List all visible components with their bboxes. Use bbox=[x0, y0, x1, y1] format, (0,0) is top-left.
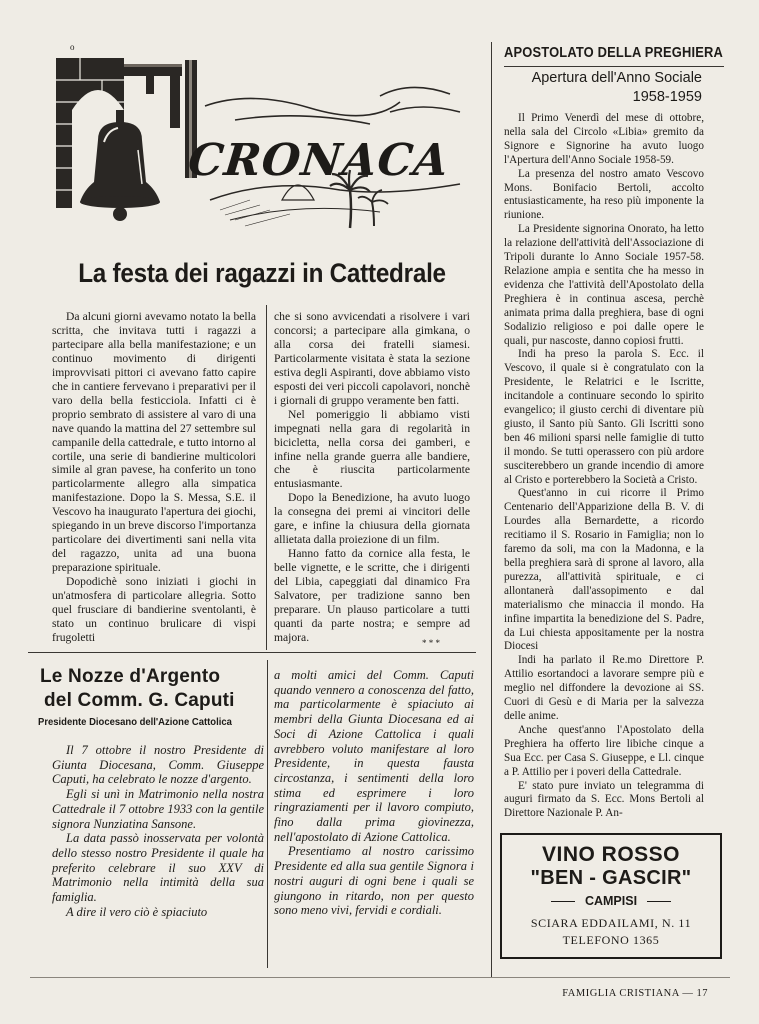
paragraph: La presenza del nostro amato Vescovo Mons. Bonifacio Bertoli, accolto entusiasticamente, ha reso più imponente la riunione. bbox=[504, 167, 704, 222]
main-article-col1 bbox=[52, 310, 256, 645]
paragraph: Anche quest'anno l'Apostolato della Preghiera ha offerto lire libiche cinque a Sua Ecc. per Casa S. Giuseppe, e Ll. cinque a P. Attilio per i poveri della Cattedrale. bbox=[504, 723, 704, 778]
nozze-subtitle: Presidente Diocesano dell'Azione Cattolica bbox=[38, 717, 232, 728]
paragraph: La data passò inosservata per volontà dello stesso nostro Presidente il quale ha preferito celebrare il suo XXV di Matrimonio nella intimità della sua famiglia. bbox=[52, 831, 264, 905]
paragraph: E' stato pure inviato un telegramma di auguri firmato da S. Ecc. Mons Bertoli al Direttore Nazionale P. An- bbox=[504, 779, 704, 820]
page-corner-mark: o bbox=[70, 42, 75, 52]
nozze-title-line1: Le Nozze d'Argento bbox=[40, 666, 221, 687]
apostolato-header: APOSTOLATO DELLA PREGHIERA bbox=[504, 44, 724, 61]
paragraph: Dopodichè sono iniziati i giochi in un'atmosfera di particolare allegria. Sotto quel frusciare di bandierine sventolanti, è stato un continuo brulicare di vispi frugoletti bbox=[52, 575, 256, 644]
paragraph: Indi ha parlato il Re.mo Direttore P. Attilio esortandoci a lavorare sempre più e meglio nel diffondere la devozione ai SS. Cuori di Gesù e di Maria per la salvezza delle anime. bbox=[504, 654, 704, 722]
ad-line4: SCIARA EDDAILAMI, N. 11 bbox=[530, 916, 692, 930]
ad-line3 bbox=[502, 894, 720, 908]
paragraph: Il 7 ottobre il nostro Presidente di Giunta Diocesana, Comm. Giuseppe Caputi, ha celebrato le nozze d'argento. bbox=[52, 743, 264, 787]
paragraph: Hanno fatto da cornice alla festa, le belle vignette, e le scritte, che i dirigenti del Libia, capeggiati dal dinamico Fra Salvatore, per tradizione sanno ben preparare. Un plauso particolare a tutti quanti da parte nostra; e sempre ad majora. bbox=[274, 547, 470, 644]
paragraph: Il Primo Venerdì del mese di ottobre, nella sala del Circolo «Libia» gremito da Signore e Signorine ha avuto luogo l'Apertura dell'Anno Sociale 1958-59. bbox=[504, 112, 704, 166]
paragraph: La Presidente signorina Onorato, ha letto la relazione dell'attività dell'Associazione di Tripoli durante lo Anno Sociale 1957-58. Relazione ampia e sentita che ha messo in evidenza che l'attività dell'Apostolato della Preghiera è in continua ascesa, perchè animata prima dalla preghiera, base di ogni Sodalizio religioso e poi dalle opere le quali, pur nascoste, danno copiosi frutti. bbox=[504, 223, 704, 347]
end-mark: * * * bbox=[422, 638, 440, 648]
footer-rule bbox=[30, 977, 730, 978]
main-article-col2 bbox=[274, 310, 470, 645]
nozze-title-line2: del Comm. G. Caputi bbox=[44, 690, 235, 711]
paragraph: A dire il vero ciò è spiaciuto bbox=[66, 904, 208, 919]
nozze-col1 bbox=[52, 743, 264, 919]
apostolato-year: 1958-1959 bbox=[632, 89, 702, 105]
banner-title: CRONACA bbox=[185, 135, 452, 186]
paragraph: Indi ha preso la parola S. Ecc. il Vescovo, il quale si è congratulato con la Presidente, le Relatrici e le Iscritte, incitandole a continuare secondo lo spirito evangelico; il giusto cerchi di diventare più giusto, il Santo più Santo. Gli Iscritti sono ben 46 milioni sparsi nelle famiglie di tutto il mondo. Se tutti operassero con più ardore susciterebbero un grande incendio di amore al Cristo e porterebbero la Società a Cristo. bbox=[504, 348, 704, 486]
column-divider bbox=[267, 660, 268, 968]
footer-text: FAMIGLIA CRISTIANA — 17 bbox=[562, 988, 708, 999]
paragraph: Dopo la Benedizione, ha avuto luogo la consegna dei premi ai vincitori delle gare, e infine la chiusura della giornata allietata dalla proiezione di un film. bbox=[274, 491, 470, 547]
paragraph: a molti amici del Comm. Caputi quando vennero a conoscenza del fatto, ma particolarmente è spiaciuto ai membri della Giunta Diocesana ed ai Soci di Azione Cattolica i quali avrebbero voluto manifestare al loro Presidente, in questa fausta circostanza, i sentimenti della loro stima ed esprimere i loro ringraziamenti per il lavoro compiuto, fino dalla prima giovinezza, nell'apostolato di Azione Cattolica. bbox=[274, 668, 474, 844]
apostolato-subtitle: Apertura dell'Anno Sociale bbox=[531, 70, 702, 86]
paragraph: che si sono avvicendati a risolvere i vari concorsi; a partecipare alla gimkana, o alla corsa dei fratelli siamesi. Particolarmente visitata è stata la sezione estiva degli Aspiranti, dove abbiamo visto esposti dei veri piccoli capolavori, nonchè i giornali di gruppo veramente ben fatti. bbox=[274, 310, 470, 407]
ad-line2: "BEN - GASCIR" bbox=[530, 867, 692, 889]
apostolato-body bbox=[504, 112, 704, 821]
nozze-col2 bbox=[274, 668, 474, 918]
paragraph: Nel pomeriggio li abbiamo visti impegnati nella gara di regolarità in bicicletta, nella corsa dei gamberi, e infine nella grande guerra alle bandiere, che è riuscita particolarmente entusiasmante. bbox=[274, 407, 470, 491]
bell-icon bbox=[78, 110, 168, 230]
ad-line1: VINO ROSSO bbox=[541, 843, 681, 866]
paragraph: Egli si unì in Matrimonio nella nostra Cattedrale il 7 ottobre 1933 con la gentile signora Nunziatina Sansone. bbox=[52, 787, 264, 831]
ad-campisi: CAMPISI bbox=[584, 894, 638, 908]
main-article-title: La festa dei ragazzi in Cattedrale bbox=[78, 258, 446, 288]
paragraph: Quest'anno in cui ricorre il Primo Centenario dell'Apparizione della B. V. di Lourdes alla Bernardette, a ricordo recitiamo il S. Rosario in Famiglia; non lo faremo da soli, ma con la Madonna, e la bella preghiera sarà di sprone al lavoro, alla purezza, all'attività spirituale, e ci allontanerà dall'assopimento e dal materialismo che minaccia il mondo. Ha infine impartita la benedizione del S. Padre, da Lui chiesta appositamente per la nostra Diocesi bbox=[504, 487, 704, 653]
header-underline bbox=[504, 66, 724, 67]
section-divider bbox=[28, 652, 476, 653]
ad-line5: TELEFONO 1365 bbox=[562, 933, 660, 947]
ad-box bbox=[500, 833, 722, 959]
column-divider bbox=[266, 305, 267, 650]
paragraph: Presentiamo al nostro carissimo Presidente ed alla sua gentile Signora i nostri auguri di ogni bene i quali se giungono in ritardo, non per questo sono meno vivi, fervidi e cordiali. bbox=[274, 844, 474, 918]
palm-tree-icon bbox=[328, 168, 392, 230]
paragraph: Da alcuni giorni avevamo notato la bella scritta, che invitava tutti i ragazzi a partecipare alla bella manifestazione; e un continuo movimento di dirigenti improvvisati pittori ci avevano fatto capire che in cantiere fervevano i preparativi per il varo della bella festicciola. Infatti ci è proprio sembrato di assistere al varo di una nave quando la mattina del 27 settembre sul campanile della cattedrale, e tutto intorno al cortile, una serie di bandierine multicolori simile al gran pavese, ha conferito un tono particolarmente allegro alla simpatica manifestazione. Dopo la S. Messa, S.E. il Vescovo ha inaugurato l'apertura dei giochi, spiegando in un breve discorso l'importanza particolare dei divertimenti sani nella vita del ragazzo, unita ad una buona preparazione spirituale. bbox=[52, 310, 256, 575]
cronaca-banner bbox=[50, 50, 470, 245]
right-column-divider bbox=[491, 42, 492, 977]
